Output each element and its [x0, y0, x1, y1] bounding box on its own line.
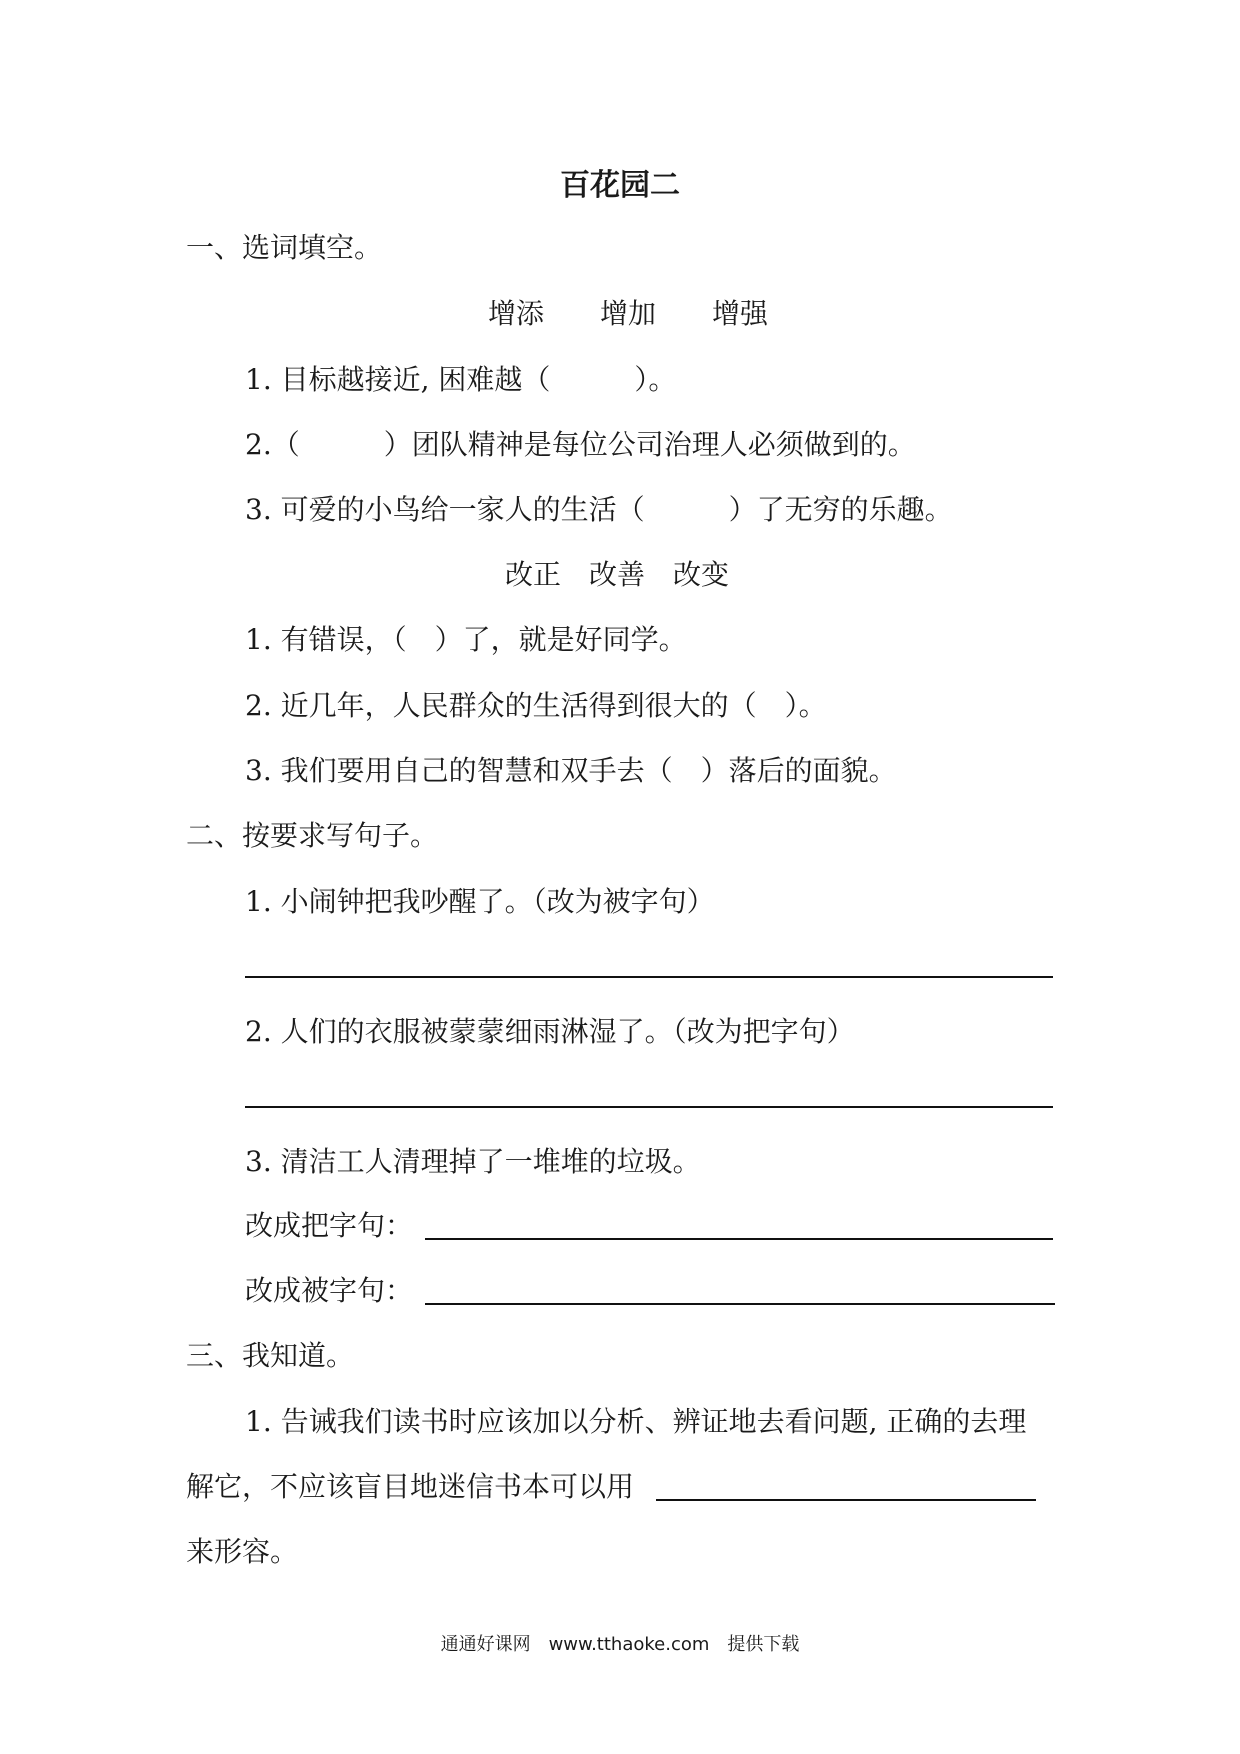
section3-heading: 三、我知道。 — [186, 1339, 355, 1372]
answer-line[interactable] — [425, 1238, 1053, 1240]
question-item: 2. 人们的衣服被蒙蒙细雨淋湿了。（改为把字句） — [245, 1015, 855, 1048]
bei-sentence-label: 改成被字句： — [245, 1274, 414, 1307]
question-item: 1. 目标越接近, 困难越（ ）。 — [245, 363, 677, 396]
footer-note: 通通好课网 www.tthaoke.com 提供下载 — [440, 1634, 800, 1655]
answer-line[interactable] — [245, 976, 1053, 978]
question-item: 1. 有错误，（ ）了，就是好同学。 — [245, 623, 687, 656]
answer-line[interactable] — [425, 1303, 1055, 1305]
ba-sentence-label: 改成把字句： — [245, 1209, 414, 1242]
question-item: 3. 清洁工人清理掉了一堆堆的垃圾。 — [245, 1145, 701, 1178]
word-bank-2: 改正 改善 改变 — [505, 558, 730, 591]
answer-line[interactable] — [656, 1499, 1036, 1501]
answer-line[interactable] — [245, 1106, 1053, 1108]
question-item: 2.（ ）团队精神是每位公司治理人必须做到的。 — [245, 428, 916, 461]
question-item: 2. 近几年，人民群众的生活得到很大的（ ）。 — [245, 689, 827, 722]
question-text: 1. 告诫我们读书时应该加以分析、辨证地去看问题, 正确的去理 — [245, 1405, 1027, 1438]
question-text: 来形容。 — [186, 1535, 299, 1568]
question-item: 1. 小闹钟把我吵醒了。（改为被字句） — [245, 885, 715, 918]
question-text: 解它，不应该盲目地迷信书本可以用 — [186, 1470, 635, 1503]
section1-heading: 一、选词填空。 — [186, 231, 383, 264]
page-title: 百花园二 — [560, 168, 680, 203]
question-item: 3. 我们要用自己的智慧和双手去（ ）落后的面貌。 — [245, 754, 897, 787]
word-bank-1: 增添 增加 增强 — [488, 297, 769, 330]
question-item: 3. 可爱的小鸟给一家人的生活（ ）了无穷的乐趣。 — [245, 493, 953, 526]
section2-heading: 二、按要求写句子。 — [186, 819, 439, 852]
